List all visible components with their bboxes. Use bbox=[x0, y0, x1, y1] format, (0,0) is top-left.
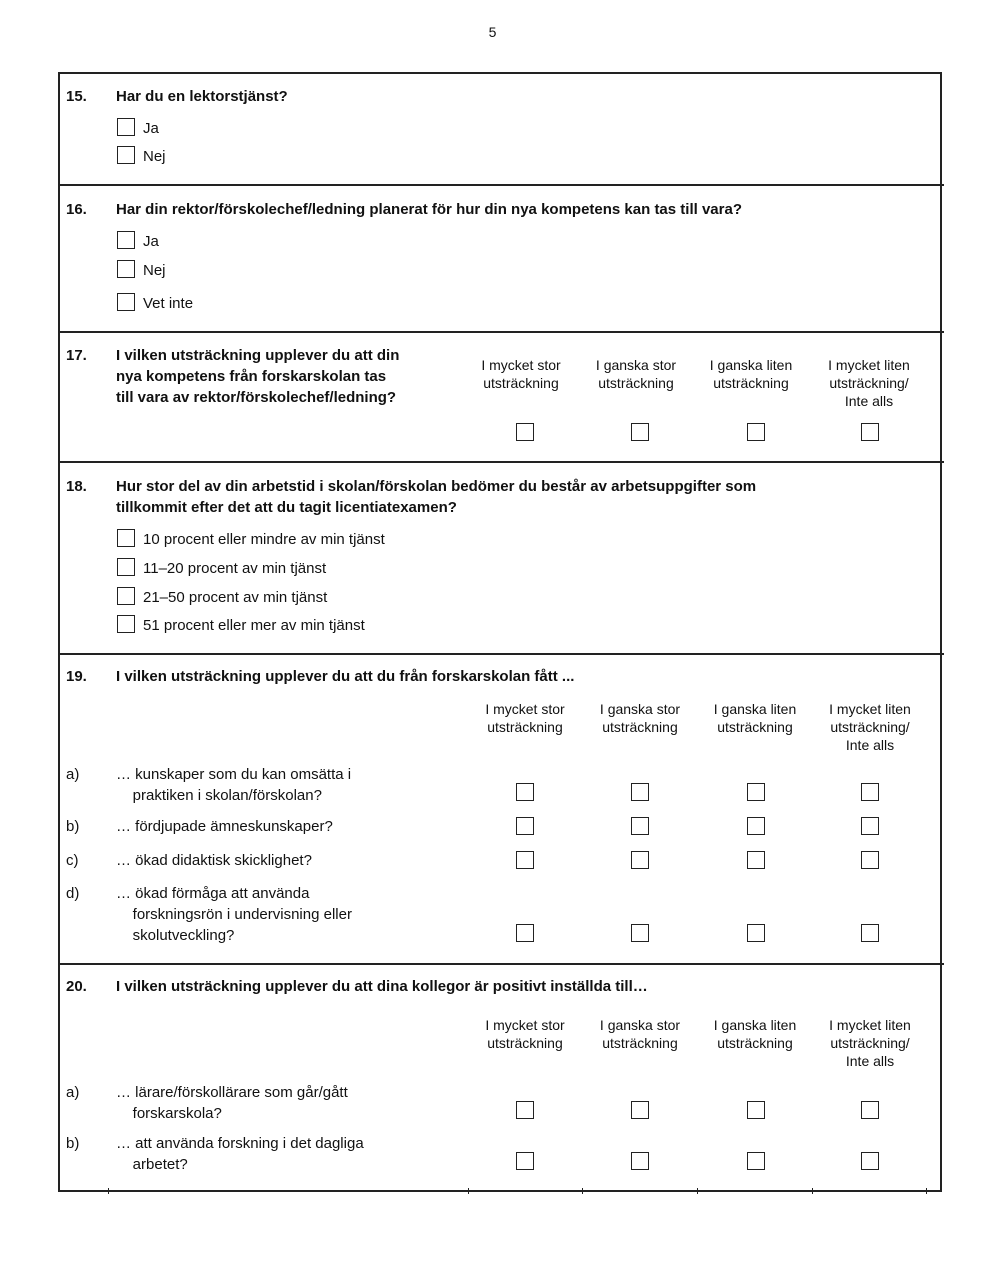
option-label: 11–20 procent av min tjänst bbox=[143, 560, 327, 577]
checkbox-q15-ja[interactable] bbox=[117, 118, 135, 136]
checkbox-q18-2[interactable] bbox=[117, 558, 135, 576]
checkbox-q19c-1[interactable] bbox=[516, 851, 534, 869]
column-tick bbox=[108, 1188, 109, 1194]
scale-header: I ganska stor utsträckning bbox=[599, 1017, 681, 1051]
item-label: b) bbox=[66, 818, 80, 835]
page-number: 5 bbox=[488, 24, 497, 40]
checkbox-q19b-1[interactable] bbox=[516, 817, 534, 835]
checkbox-q19d-3[interactable] bbox=[747, 924, 765, 942]
checkbox-q19c-2[interactable] bbox=[631, 851, 649, 869]
column-tick bbox=[812, 1188, 813, 1194]
divider bbox=[58, 331, 944, 333]
option-label: Nej bbox=[143, 148, 166, 165]
option-label: Ja bbox=[143, 233, 159, 250]
checkbox-q17-1[interactable] bbox=[516, 423, 534, 441]
checkbox-q19d-2[interactable] bbox=[631, 924, 649, 942]
option-label: Nej bbox=[143, 262, 166, 279]
checkbox-q19b-4[interactable] bbox=[861, 817, 879, 835]
item-text: … ökad förmåga att använda forskningsrön i undervisning eller skolutveckling? bbox=[116, 885, 352, 944]
question-text: I vilken utsträckning upplever du att du från forskarskolan fått ... bbox=[116, 668, 575, 685]
checkbox-q19a-4[interactable] bbox=[861, 783, 879, 801]
scale-header: I ganska stor utsträckning bbox=[599, 701, 681, 735]
checkbox-q20a-1[interactable] bbox=[516, 1101, 534, 1119]
scale-header: I mycket stor utsträckning bbox=[485, 701, 565, 735]
question-number: 20. bbox=[66, 978, 87, 995]
scale-header: I mycket liten utsträckning/ Inte alls bbox=[828, 357, 910, 409]
checkbox-q19a-1[interactable] bbox=[516, 783, 534, 801]
column-tick bbox=[582, 1188, 583, 1194]
item-text: … lärare/förskollärare som går/gått forskarskola? bbox=[116, 1084, 348, 1122]
question-text: I vilken utsträckning upplever du att din nya kompetens från forskarskolan tas till vara av rektor/förskolechef/ledning? bbox=[116, 347, 400, 406]
checkbox-q18-1[interactable] bbox=[117, 529, 135, 547]
divider bbox=[58, 461, 944, 463]
option-label: Vet inte bbox=[143, 295, 194, 312]
item-text: … ökad didaktisk skicklighet? bbox=[116, 852, 312, 869]
checkbox-q20b-1[interactable] bbox=[516, 1152, 534, 1170]
item-text: … att använda forskning i det dagliga arbetet? bbox=[116, 1135, 364, 1173]
question-text: I vilken utsträckning upplever du att dina kollegor är positivt inställda till… bbox=[116, 978, 648, 995]
checkbox-q20b-3[interactable] bbox=[747, 1152, 765, 1170]
question-number: 19. bbox=[66, 668, 87, 685]
checkbox-q16-nej[interactable] bbox=[117, 260, 135, 278]
scale-header: I mycket liten utsträckning/ Inte alls bbox=[829, 701, 911, 753]
checkbox-q20a-4[interactable] bbox=[861, 1101, 879, 1119]
question-number: 17. bbox=[66, 347, 87, 364]
option-label: 21–50 procent av min tjänst bbox=[143, 589, 328, 606]
scale-header: I ganska liten utsträckning bbox=[713, 701, 797, 735]
question-text: Har du en lektorstjänst? bbox=[116, 88, 288, 105]
column-tick bbox=[926, 1188, 927, 1194]
question-text: Har din rektor/förskolechef/ledning planerat för hur din nya kompetens kan tas till vara? bbox=[116, 201, 742, 218]
checkbox-q16-vet-inte[interactable] bbox=[117, 293, 135, 311]
question-number: 16. bbox=[66, 201, 87, 218]
item-label: c) bbox=[66, 852, 79, 869]
divider bbox=[58, 963, 944, 965]
divider bbox=[58, 653, 944, 655]
checkbox-q16-ja[interactable] bbox=[117, 231, 135, 249]
option-label: Ja bbox=[143, 120, 159, 137]
item-label: b) bbox=[66, 1135, 80, 1152]
question-number: 15. bbox=[66, 88, 87, 105]
checkbox-q17-3[interactable] bbox=[747, 423, 765, 441]
checkbox-q19d-4[interactable] bbox=[861, 924, 879, 942]
column-tick bbox=[697, 1188, 698, 1194]
checkbox-q20b-2[interactable] bbox=[631, 1152, 649, 1170]
scale-header: I ganska stor utsträckning bbox=[595, 357, 677, 391]
option-label: 51 procent eller mer av min tjänst bbox=[143, 617, 365, 634]
checkbox-q19c-3[interactable] bbox=[747, 851, 765, 869]
scale-header: I ganska liten utsträckning bbox=[713, 1017, 797, 1051]
column-tick bbox=[468, 1188, 469, 1194]
checkbox-q20a-2[interactable] bbox=[631, 1101, 649, 1119]
checkbox-q18-4[interactable] bbox=[117, 615, 135, 633]
scale-header: I mycket liten utsträckning/ Inte alls bbox=[829, 1017, 911, 1069]
checkbox-q20b-4[interactable] bbox=[861, 1152, 879, 1170]
checkbox-q19d-1[interactable] bbox=[516, 924, 534, 942]
item-text: … fördjupade ämneskunskaper? bbox=[116, 818, 333, 835]
checkbox-q19b-2[interactable] bbox=[631, 817, 649, 835]
scale-header: I ganska liten utsträckning bbox=[709, 357, 793, 391]
question-number: 18. bbox=[66, 478, 87, 495]
question-text: Hur stor del av din arbetstid i skolan/förskolan bedömer du består av arbetsuppgifter som tillkommit efter det att du tagit licentiatexamen? bbox=[116, 478, 757, 516]
checkbox-q15-nej[interactable] bbox=[117, 146, 135, 164]
option-label: 10 procent eller mindre av min tjänst bbox=[143, 531, 385, 548]
scale-header: I mycket stor utsträckning bbox=[481, 357, 561, 391]
item-text: … kunskaper som du kan omsätta i praktiken i skolan/förskolan? bbox=[116, 766, 352, 804]
scale-header: I mycket stor utsträckning bbox=[485, 1017, 565, 1051]
checkbox-q19b-3[interactable] bbox=[747, 817, 765, 835]
divider bbox=[58, 184, 944, 186]
item-label: d) bbox=[66, 885, 80, 902]
checkbox-q18-3[interactable] bbox=[117, 587, 135, 605]
checkbox-q17-2[interactable] bbox=[631, 423, 649, 441]
checkbox-q17-4[interactable] bbox=[861, 423, 879, 441]
item-label: a) bbox=[66, 1084, 80, 1101]
checkbox-q19a-2[interactable] bbox=[631, 783, 649, 801]
checkbox-q19c-4[interactable] bbox=[861, 851, 879, 869]
item-label: a) bbox=[66, 766, 80, 783]
checkbox-q20a-3[interactable] bbox=[747, 1101, 765, 1119]
checkbox-q19a-3[interactable] bbox=[747, 783, 765, 801]
